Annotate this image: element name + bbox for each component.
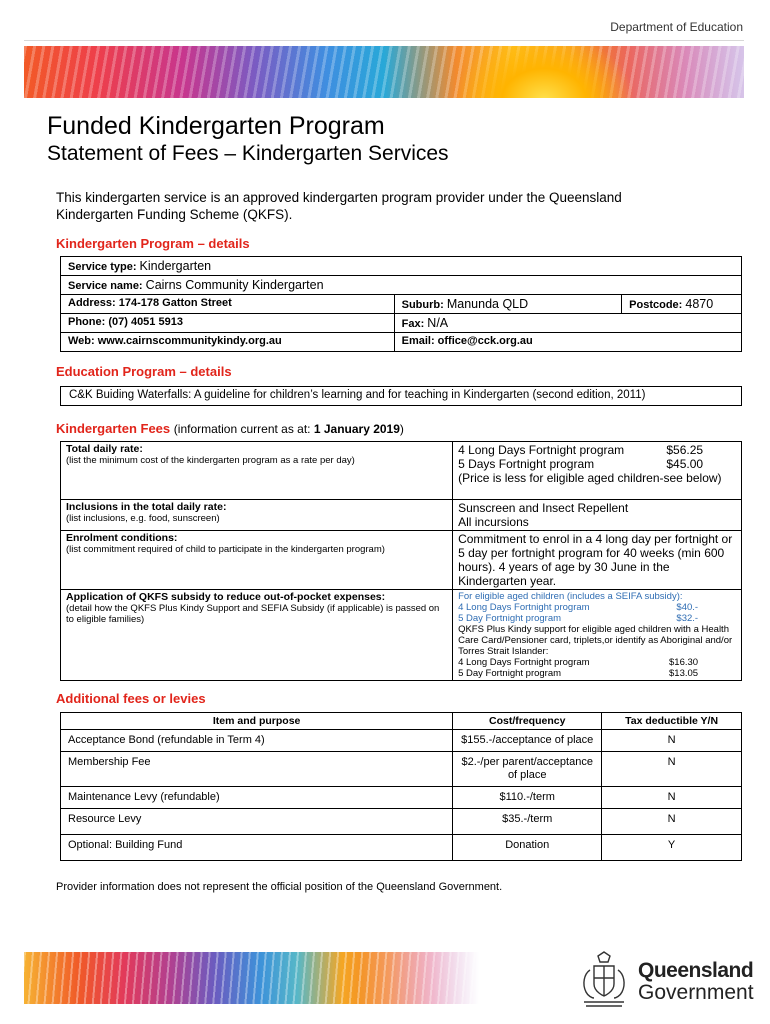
- levies-heading: Additional fees or levies: [56, 691, 206, 706]
- program-details-heading: Kindergarten Program – details: [56, 236, 250, 251]
- qld-logo-line1: Queensland: [638, 959, 754, 982]
- postcode-cell: Postcode: 4870: [622, 295, 742, 314]
- levy-cost: $35.-/term: [453, 809, 602, 835]
- table-row: [61, 835, 742, 861]
- page-subtitle: Statement of Fees – Kindergarten Services: [47, 142, 449, 165]
- levy-tax: N: [602, 809, 742, 835]
- header-divider: [24, 40, 744, 41]
- levy-item: Resource Levy: [61, 809, 453, 835]
- coat-of-arms-icon: [576, 950, 632, 1010]
- levy-item: Maintenance Levy (refundable): [61, 787, 453, 809]
- page-title: Funded Kindergarten Program: [47, 112, 385, 140]
- column-header: Cost/frequency: [453, 713, 602, 730]
- table-row: [61, 257, 742, 276]
- fax-value: N/A: [427, 316, 449, 330]
- levy-cost: $110.-/term: [453, 787, 602, 809]
- qkfs-label-cell: Application of QKFS subsidy to reduce out-of-pocket expenses: (detail how the QKFS Plus Kindy Support and SEFIA Subsidy (if applicable) is passed on to eligible families): [61, 590, 453, 681]
- levy-cost: Donation: [453, 835, 602, 861]
- header-banner: [24, 46, 744, 98]
- service-name-cell: Service name: Cairns Community Kindergarten: [61, 276, 742, 295]
- education-program-text: C&K Buiding Waterfalls: A guideline for children’s learning and for teaching in Kindergarten (second edition, 2011): [60, 386, 742, 406]
- table-row: [61, 590, 742, 681]
- phone-cell: Phone: (07) 4051 5913: [61, 314, 395, 333]
- table-row: [61, 787, 742, 809]
- address-cell: Address: 174-178 Gatton Street: [61, 295, 395, 314]
- service-type-value: Kindergarten: [139, 259, 212, 273]
- levy-cost: $155.-/acceptance of place: [453, 730, 602, 752]
- web-cell: Web: www.cairnscommunitykindy.org.au: [61, 333, 395, 352]
- table-row: [61, 809, 742, 835]
- qld-logo-line2: Government: [638, 981, 754, 1004]
- levy-tax: N: [602, 787, 742, 809]
- levies-table: [60, 712, 742, 861]
- total-daily-rate-label-cell: Total daily rate: (list the minimum cost of the kindergarten program as a rate per day): [61, 442, 453, 500]
- program-details-table: [60, 256, 742, 352]
- enrolment-label-cell: Enrolment conditions: (list commitment required of child to participate in the kindergarten program): [61, 531, 453, 590]
- inclusions-label-cell: Inclusions in the total daily rate: (list inclusions, e.g. food, sunscreen): [61, 500, 453, 531]
- suburb-value: Manunda QLD: [446, 297, 529, 311]
- total-daily-rate-value-cell: 4 Long Days Fortnight program $56.25 5 Days Fortnight program $45.00 (Price is less for eligible aged children-see below): [453, 442, 742, 500]
- levy-item: Membership Fee: [61, 752, 453, 787]
- table-row: [61, 314, 742, 333]
- fees-date-note: (information current as at: 1 January 2019): [173, 422, 404, 436]
- disclaimer-note: Provider information does not represent the official position of the Queensland Government.: [56, 881, 503, 893]
- fax-cell: Fax: N/A: [394, 314, 741, 333]
- levy-tax: N: [602, 730, 742, 752]
- column-header: Item and purpose: [61, 713, 453, 730]
- service-type-cell: Service type: Kindergarten: [61, 257, 742, 276]
- levy-cost: $2.-/per parent/acceptance of place: [453, 752, 602, 787]
- table-row: [61, 730, 742, 752]
- fees-heading: Kindergarten Fees (information current as at: 1 January 2019): [56, 421, 404, 436]
- levy-item: Optional: Building Fund: [61, 835, 453, 861]
- postcode-value: 4870: [685, 297, 714, 311]
- levy-tax: N: [602, 752, 742, 787]
- service-name-value: Cairns Community Kindergarten: [145, 278, 324, 292]
- table-row: [61, 442, 742, 500]
- footer-banner: [24, 952, 479, 1004]
- table-row: [61, 752, 742, 787]
- email-cell: Email: office@cck.org.au: [394, 333, 741, 352]
- inclusions-value-cell: Sunscreen and Insect Repellent All incursions: [453, 500, 742, 531]
- intro-paragraph: This kindergarten service is an approved kindergarten program provider under the Queensland Kindergarten Funding Scheme (QKFS).: [56, 190, 622, 222]
- fees-table: [60, 441, 742, 681]
- department-label: Department of Education: [610, 20, 743, 34]
- qkfs-value-cell: For eligible aged children (includes a SEIFA subsidy): 4 Long Days Fortnight program $40.- 5 Day Fortnight program $32.- QKFS Plus Kindy support for eligible aged children with a Health Care Card/Pensioner card, triplets,or identify as Aboriginal and/or Torres Strait Islander: 4 Long Days Fortnight program $16.30 5 Day Fortnight program $13.05: [453, 590, 742, 681]
- levy-tax: Y: [602, 835, 742, 861]
- table-row: [61, 276, 742, 295]
- levy-item: Acceptance Bond (refundable in Term 4): [61, 730, 453, 752]
- suburb-cell: Suburb: Manunda QLD: [394, 295, 622, 314]
- table-header-row: [61, 713, 742, 730]
- education-program-heading: Education Program – details: [56, 364, 232, 379]
- enrolment-value-cell: Commitment to enrol in a 4 long day per fortnight or 5 day per fortnight program for 40 weeks (min 600 hours). 4 years of age by 30 June in the Kindergarten year.: [453, 531, 742, 590]
- table-row: [61, 500, 742, 531]
- table-row: [61, 333, 742, 352]
- table-row: [61, 531, 742, 590]
- table-row: [61, 295, 742, 314]
- column-header: Tax deductible Y/N: [602, 713, 742, 730]
